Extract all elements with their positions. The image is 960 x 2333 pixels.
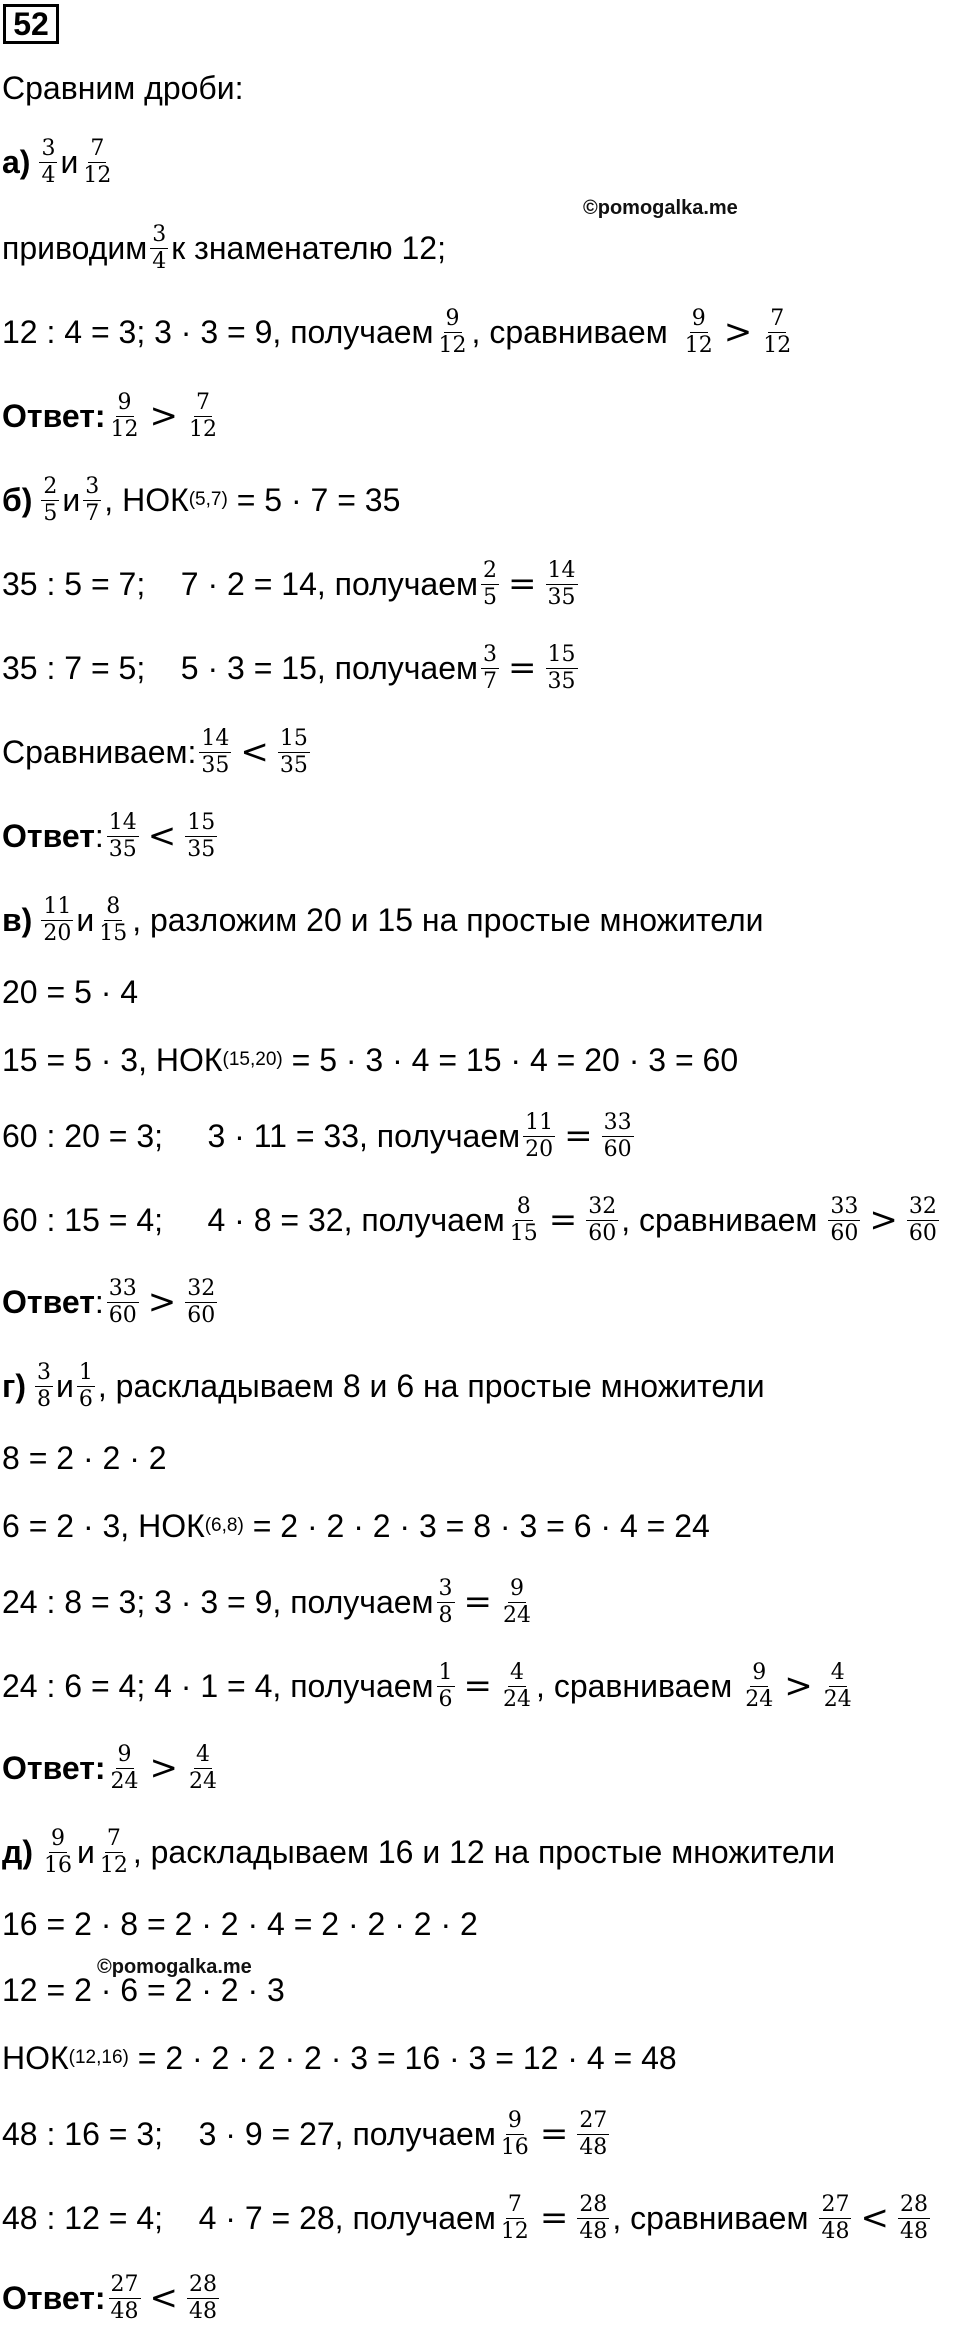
section-g-answer: Ответ: 9 24 > 4 24	[2, 1741, 218, 1794]
section-v-line-4: 60 : 15 = 4; 4 · 8 = 32, получаем $\frac{8}{15}$ = $\frac{32}{60}$ , сравниваем 33 60 > 32 60	[2, 1193, 937, 1246]
fraction: 28 48	[189, 2271, 218, 2324]
fraction: 11 20	[43, 893, 72, 946]
fraction: $\frac{9}{16}$	[500, 2107, 529, 2160]
fraction: $\frac{28}{48}$	[579, 2191, 608, 2244]
fraction: 4 24	[189, 1741, 218, 1794]
fraction: 3 4	[41, 135, 56, 188]
watermark: ©pomogalka.me	[97, 1956, 252, 1978]
fraction: 33 60	[108, 1275, 137, 1328]
fraction: 32 60	[908, 1193, 937, 1246]
fraction: 9 24	[110, 1741, 139, 1794]
fraction: 4 24	[823, 1659, 852, 1712]
fraction: $\frac{15}{35}$	[547, 641, 576, 694]
task-number: 52	[3, 4, 59, 44]
section-label: а)	[2, 143, 31, 180]
section-g-line-1: 8 = 2 · 2 · 2	[2, 1439, 167, 1476]
section-v-header: в) 11 20 и 8 15 , разложим 20 и 15 на простые множители	[2, 893, 764, 946]
section-b-compare: Сравниваем: 14 35 < 15 35	[2, 725, 308, 778]
section-b-header: б) 2 5 и 3 7 , НОК (5,7) = 5 · 7 = 35	[2, 473, 401, 526]
section-a-answer: Ответ: 9 12 > 7 12	[2, 389, 218, 442]
fraction: $\frac{14}{35}$	[547, 557, 576, 610]
fraction: 3 8	[36, 1359, 51, 1412]
fraction: 14 35	[108, 809, 137, 862]
section-g-line-3: 24 : 8 = 3; 3 · 3 = 9, получаем $\frac{3}{8}$ = $\frac{9}{24}$	[2, 1575, 532, 1628]
intro-text: Сравним дроби:	[2, 69, 244, 106]
fraction: 27 48	[821, 2191, 850, 2244]
fraction: 7 12	[189, 389, 218, 442]
fraction: $\frac{27}{48}$	[579, 2107, 608, 2160]
fraction: 7 12	[83, 135, 112, 188]
fraction: 2 5	[43, 473, 58, 526]
fraction: $\frac{11}{20}$	[525, 1109, 554, 1162]
fraction: $\frac{1}{6}$	[438, 1659, 453, 1712]
section-d-line-5: 48 : 12 = 4; 4 · 7 = 28, получаем $\frac{7}{12}$ = $\frac{28}{48}$ , сравниваем 27 48 < 28 48	[2, 2191, 928, 2244]
intro-line	[2, 58, 244, 118]
section-v-answer: Ответ : 33 60 > 32 60	[2, 1275, 216, 1328]
section-g-line-4: 24 : 6 = 4; 4 · 1 = 4, получаем $\frac{1}{6}$ = $\frac{4}{24}$ , сравниваем 9 24 > 4 24	[2, 1659, 852, 1712]
fraction: 8 15	[99, 893, 128, 946]
fraction: $\frac{32}{60}$	[588, 1193, 617, 1246]
section-b-line-1: 35 : 5 = 7; 7 · 2 = 14, получаем $\frac{2}{5}$ = $\frac{14}{35}$	[2, 557, 576, 610]
fraction: $\frac{4}{24}$	[503, 1659, 532, 1712]
section-d-line-3: НОК (12,16) = 2 · 2 · 2 · 2 · 3 = 16 · 3 = 12 · 4 = 48	[2, 2039, 677, 2076]
section-a-line-1: приводим 3 4 к знаменателю 12;	[2, 221, 446, 274]
fraction: 9 12	[438, 305, 467, 358]
section-g-line-2: 6 = 2 · 3, НОК (6,8) = 2 · 2 · 2 · 3 = 8 · 3 = 6 · 4 = 24	[2, 1507, 710, 1544]
fraction: 1 6	[78, 1359, 93, 1412]
section-b-line-2: 35 : 7 = 5; 5 · 3 = 15, получаем $\frac{3}{7}$ = $\frac{15}{35}$	[2, 641, 576, 694]
section-v-line-1: 20 = 5 · 4	[2, 973, 139, 1010]
fraction: $\frac{3}{7}$	[483, 641, 498, 694]
fraction: 9 16	[43, 1825, 72, 1878]
section-b-answer: Ответ : 14 35 < 15 35	[2, 809, 216, 862]
fraction: 33 60	[830, 1193, 859, 1246]
section-g-header: г) 3 8 и 1 6 , раскладываем 8 и 6 на простые множители	[2, 1359, 765, 1412]
section-d-line-2: 12 = 2 · 6 = 2 · 2 · 3	[2, 1971, 285, 2008]
section-v-line-3: 60 : 20 = 3; 3 · 11 = 33, получаем $\frac{11}{20}$ = $\frac{33}{60}$	[2, 1109, 632, 1162]
fraction: 9 12	[110, 389, 139, 442]
fraction: $\frac{7}{12}$	[500, 2191, 529, 2244]
fraction: $\frac{9}{24}$	[503, 1575, 532, 1628]
and-word: и	[60, 143, 79, 180]
watermark: ©pomogalka.me	[583, 197, 738, 219]
fraction: 14 35	[201, 725, 230, 778]
fraction: $\frac{33}{60}$	[603, 1109, 632, 1162]
fraction: 15 35	[279, 725, 308, 778]
section-d-line-1: 16 = 2 · 8 = 2 · 2 · 4 = 2 · 2 · 2 · 2	[2, 1905, 478, 1942]
fraction: $\frac{2}{5}$	[483, 557, 498, 610]
fraction: 28 48	[899, 2191, 928, 2244]
section-a-line-2: 12 : 4 = 3; 3 · 3 = 9, получаем 9 12 , сравниваем 9 12 > 7 12	[2, 305, 792, 358]
fraction: 27 48	[110, 2271, 139, 2324]
section-d-answer: Ответ: 27 48 < 28 48	[2, 2271, 218, 2324]
fraction: 7 12	[99, 1825, 128, 1878]
fraction: $\frac{3}{8}$	[438, 1575, 453, 1628]
section-a-header	[2, 132, 116, 192]
fraction: 9 12	[684, 305, 713, 358]
fraction: 7 12	[763, 305, 792, 358]
fraction: 3 7	[85, 473, 100, 526]
fraction: 3 4	[152, 221, 167, 274]
fraction: $\frac{8}{15}$	[509, 1193, 538, 1246]
fraction: 15 35	[187, 809, 216, 862]
fraction: 32 60	[187, 1275, 216, 1328]
section-d-line-4: 48 : 16 = 3; 3 · 9 = 27, получаем $\frac{9}{16}$ = $\frac{27}{48}$	[2, 2107, 608, 2160]
fraction: 9 24	[745, 1659, 774, 1712]
section-v-line-2: 15 = 5 · 3, НОК (15,20) = 5 · 3 · 4 = 15 · 4 = 20 · 3 = 60	[2, 1041, 739, 1078]
section-d-header: д) 9 16 и 7 12 , раскладываем 16 и 12 на простые множители	[2, 1825, 836, 1878]
